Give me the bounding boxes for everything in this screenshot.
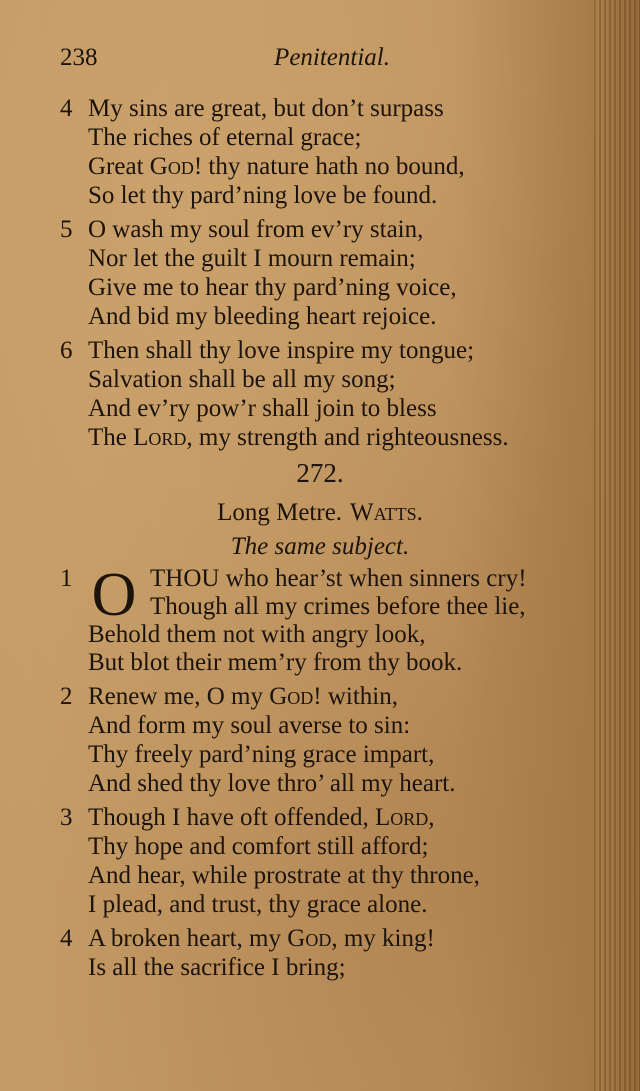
- verse-line: So let thy pard’ning love be found.: [88, 182, 438, 209]
- page-number: 238: [60, 44, 98, 71]
- verse-line: THOU who hear’st when sinners cry!: [150, 565, 527, 592]
- stanza-number: 5: [60, 216, 73, 243]
- verse-line: And bid my bleeding heart rejoice.: [88, 303, 437, 330]
- running-header: [60, 44, 390, 78]
- stanza-number: 3: [60, 804, 73, 831]
- verse-line: I plead, and trust, thy grace alone.: [88, 891, 428, 918]
- verse-line: A broken heart, my God, my king!: [88, 925, 435, 952]
- hymn-subject: The same subject.: [230, 533, 410, 560]
- verse-line: Though I have oft offended, Lord,: [88, 804, 435, 831]
- author: Watts.: [350, 499, 423, 526]
- drop-cap: O: [91, 561, 137, 629]
- verse-line: Then shall thy love inspire my tongue;: [88, 337, 475, 364]
- verse-line: The Lord, my strength and righteousness.: [88, 424, 509, 451]
- verse-line: Renew me, O my God! within,: [88, 683, 398, 710]
- hymn-metre-line: [0, 499, 640, 527]
- verse-line: And shed thy love thro’ all my heart.: [88, 770, 456, 797]
- verse-line: Nor let the guilt I mourn remain;: [88, 245, 416, 272]
- metre: Long Metre.: [217, 499, 343, 526]
- stanza-number: 2: [60, 683, 73, 710]
- hymn-number: 272.: [296, 458, 344, 488]
- verse-line: Is all the sacrifice I bring;: [88, 954, 346, 981]
- verse-line: And ev’ry pow’r shall join to bless: [88, 395, 437, 422]
- verse-line: But blot their mem’ry from thy book.: [88, 649, 463, 676]
- running-title: Penitential.: [274, 44, 390, 71]
- verse-line: And form my soul averse to sin:: [88, 712, 411, 739]
- verse-line: Give me to hear thy pard’ning voice,: [88, 274, 457, 301]
- stanza-number: 4: [60, 95, 73, 122]
- verse-line: The riches of eternal grace;: [88, 124, 362, 151]
- verse-line: Thy hope and comfort still afford;: [88, 833, 429, 860]
- verse-line: Behold them not with angry look,: [88, 621, 426, 648]
- verse-line: Great God! thy nature hath no bound,: [88, 153, 465, 180]
- verse-line: Salvation shall be all my song;: [88, 366, 396, 393]
- verse-line: Though all my crimes before thee lie,: [150, 593, 526, 620]
- stanza-number: 4: [60, 925, 73, 952]
- verse-line: And hear, while prostrate at thy throne,: [88, 862, 480, 889]
- verse-line: My sins are great, but don’t surpass: [88, 95, 444, 122]
- stanza-number: 1: [60, 565, 73, 592]
- verse-line: O wash my soul from ev’ry stain,: [88, 216, 424, 243]
- verse-line: Thy freely pard’ning grace impart,: [88, 741, 435, 768]
- stanza-number: 6: [60, 337, 73, 364]
